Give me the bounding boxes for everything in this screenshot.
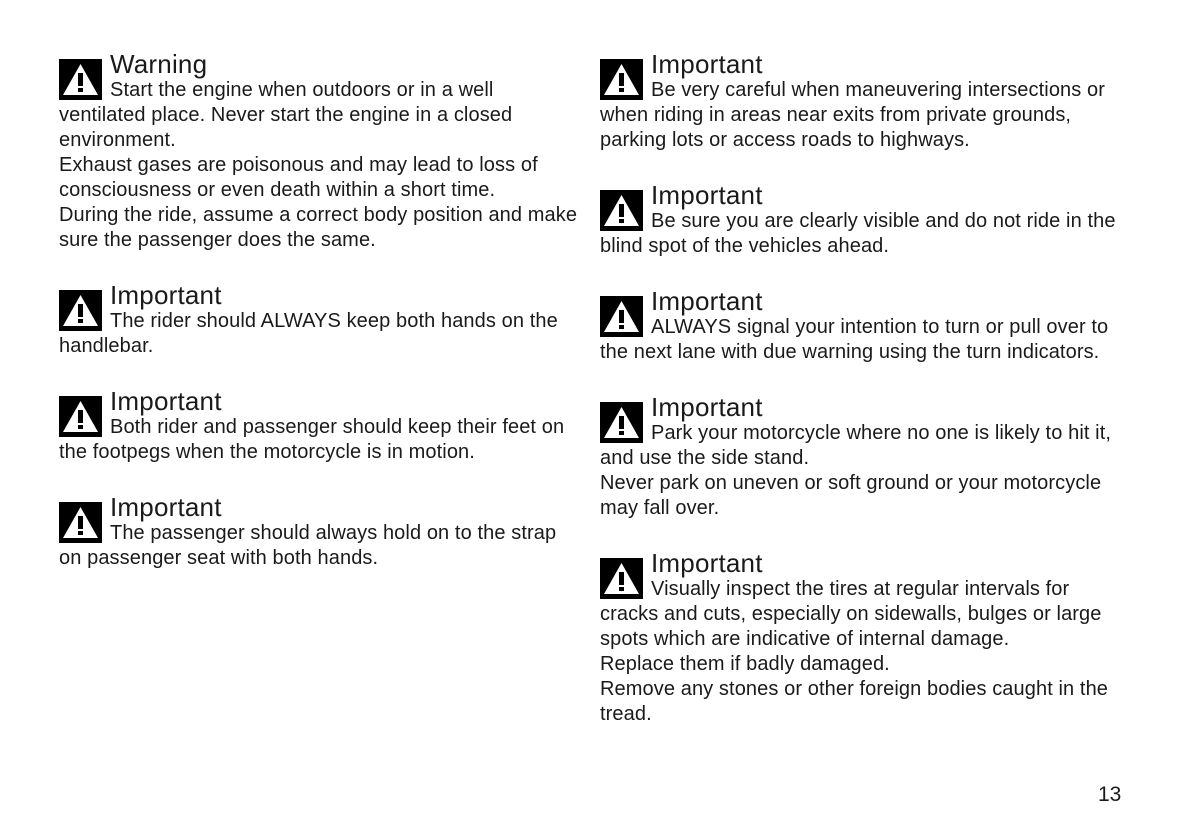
notice-paragraph: Be very careful when maneuvering intersections or when riding in areas near exits from private grounds, parking lots or access roads to highways. [600,79,1106,151]
notice-paragraph: Be sure you are clearly visible and do not ride in the blind spot of the vehicles ahead. [600,210,1116,257]
notice-paragraph: Remove any stones or other foreign bodies caught in the tread. [600,678,1109,725]
warning-triangle-icon [59,396,102,437]
warning-triangle-icon [600,59,643,100]
notice-body [600,209,1130,259]
notice-body [59,309,579,359]
notice-paragraph: ALWAYS signal your intention to turn or pull over to the next lane with due warning using the turn indicators. [600,316,1109,363]
notice-body [600,421,1130,521]
notice-paragraph: The rider should ALWAYS keep both hands on the handlebar. [59,310,558,357]
notice-paragraph: Exhaust gases are poisonous and may lead to loss of consciousness or even death within a short time. [59,154,538,201]
notice-title: Important [110,280,222,310]
warning-triangle-icon [600,190,643,231]
safety-notice [59,387,579,465]
notice-paragraph: Both rider and passenger should keep their feet on the footpegs when the motorcycle is in motion. [59,416,565,463]
warning-triangle-icon [600,402,643,443]
notice-title: Important [110,492,222,522]
notice-paragraph: The passenger should always hold on to the strap on passenger seat with both hands. [59,522,557,569]
safety-notice [600,50,1130,153]
notice-title: Important [651,548,763,578]
notice-body [59,415,579,465]
safety-notice [600,549,1130,727]
notice-paragraph: Start the engine when outdoors or in a well ventilated place. Never start the engine in a closed environment. [59,79,513,151]
warning-triangle-icon [59,502,102,543]
page-number: 13 [1098,783,1122,806]
notice-title: Important [651,49,763,79]
safety-notice [600,287,1130,365]
notice-body [600,78,1130,153]
notice-title: Important [651,180,763,210]
warning-triangle-icon [59,290,102,331]
warning-triangle-icon [59,59,102,100]
safety-notice [59,493,579,571]
notice-body [600,577,1130,727]
notice-paragraph: During the ride, assume a correct body position and make sure the passenger does the same. [59,204,578,251]
notice-body [600,315,1130,365]
notice-paragraph: Replace them if badly damaged. [600,653,890,675]
notice-title: Important [110,386,222,416]
notice-body [59,521,579,571]
notice-title: Important [651,392,763,422]
safety-notice [600,181,1130,259]
warning-triangle-icon [600,296,643,337]
notice-paragraph: Visually inspect the tires at regular intervals for cracks and cuts, especially on sidewalls, bulges or large spots which are indicative of internal damage. [600,578,1102,650]
safety-notice [59,281,579,359]
notice-title: Warning [110,49,208,79]
safety-notice [600,393,1130,521]
left-column [59,50,579,599]
notice-paragraph: Park your motorcycle where no one is likely to hit it, and use the side stand. [600,422,1112,469]
notice-title: Important [651,286,763,316]
notice-paragraph: Never park on uneven or soft ground or your motorcycle may fall over. [600,472,1102,519]
warning-triangle-icon [600,558,643,599]
notice-body [59,78,579,253]
right-column [600,50,1130,755]
safety-notice [59,50,579,253]
